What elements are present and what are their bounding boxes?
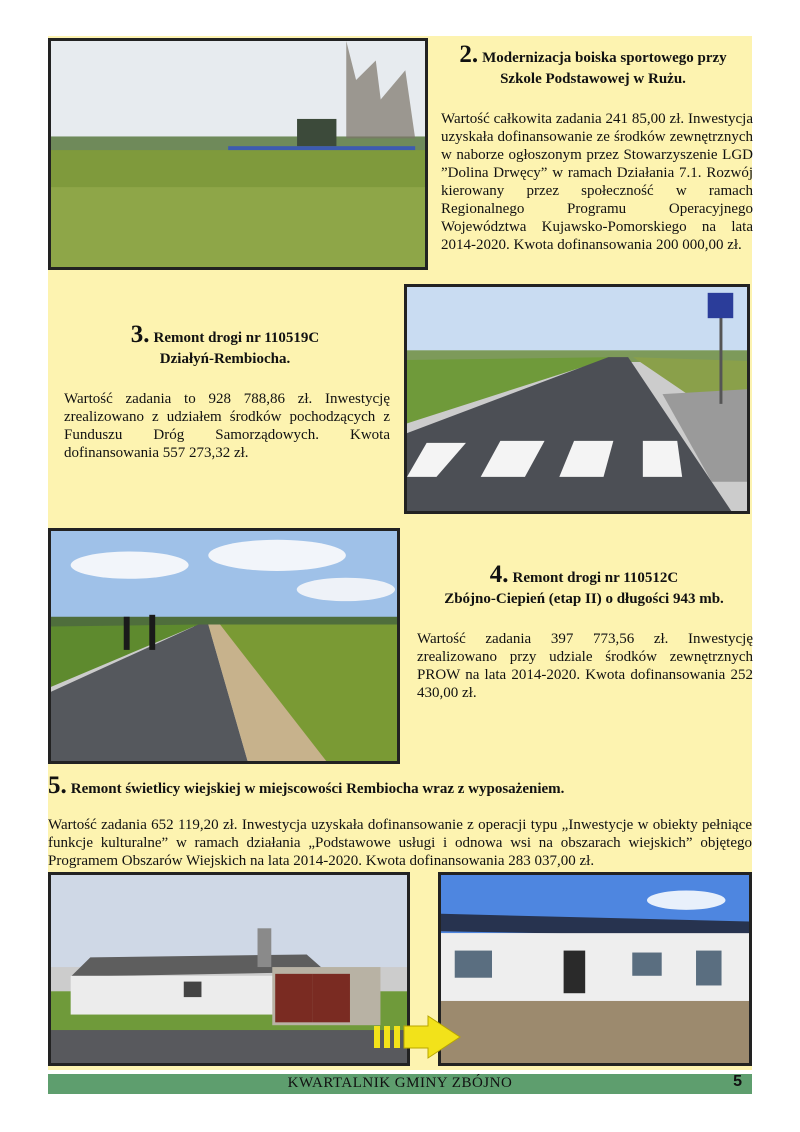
section-4-number: 4. xyxy=(489,561,509,588)
section-3-body: Wartość zadania to 928 788,86 zł. Inwestycję zrealizowano z udziałem środków pochodzących z Funduszu Dróg Samorządowych. Kwota dofinansowania 557 273,32 zł. xyxy=(64,391,390,461)
section-4-body: Wartość zadania 397 773,56 zł. Inwestycję zrealizowano przy udziale środków zewnętrznych PROW na lata 2014-2020. Kwota dofinansowania 252 430,00 zł. xyxy=(417,631,753,701)
section-2-number: 2. xyxy=(459,41,479,68)
section-2-body: Wartość całkowita zadania 241 85,00 zł. Inwestycja uzyskała dofinansowanie ze środków zewnętrznych w naborze ogłoszonym przez Stowarzyszenie LGD ”Dolina Drwęcy” w ramach Działania 7.1. Rozwój kierowany przez społeczność w ramach Regionalnego Programu Operacyjnego Województwa Kujawsko-Pomorskiego na lata 2014-2020. Kwota dofinansowania 200 000,00 zł. xyxy=(441,111,753,253)
section-3-title-line1: Remont drogi nr 110519C xyxy=(153,330,320,346)
section-3-number: 3. xyxy=(130,321,150,348)
section-5-body: Wartość zadania 652 119,20 zł. Inwestycja uzyskała dofinansowanie z operacji typu „Inwestycje w obiekty pełniące funkcje kulturalne” w ramach działania „Podstawowe usługi i odnowa wsi na obszarach wiejskich” objętego Programem Obszarów Wiejskich na lata 2014-2020. Kwota dofinansowania 283 037,00 zł. xyxy=(48,817,752,869)
section-4-heading xyxy=(416,561,752,610)
section-4-title-line2: Zbójno-Ciepień (etap II) o długości 943 mb. xyxy=(444,591,724,607)
section-3-title-line2: Działyń-Rembiocha. xyxy=(159,351,291,367)
section-3-heading xyxy=(60,321,390,370)
section-2-title-line2: Szkole Podstawowej w Rużu. xyxy=(500,71,686,87)
section-5-number: 5. xyxy=(48,772,67,799)
section-4-title-line1: Remont drogi nr 110512C xyxy=(512,570,679,586)
section-2-title-line1: Modernizacja boiska sportowego przy xyxy=(482,50,727,66)
footer-title: KWARTALNIK GMINY ZBÓJNO xyxy=(287,1075,513,1091)
photo-building-before xyxy=(48,872,410,1066)
section-5-title: Remont świetlicy wiejskiej w miejscowości Rembiocha wraz z wyposażeniem. xyxy=(70,781,565,797)
photo-road-fields xyxy=(48,528,400,764)
section-5-heading xyxy=(48,772,564,800)
page-number: 5 xyxy=(733,1073,742,1090)
before-after-arrow-icon xyxy=(370,1014,462,1060)
section-2-heading xyxy=(440,41,746,90)
photo-road-crosswalk xyxy=(404,284,750,514)
photo-sports-field xyxy=(48,38,428,270)
photo-building-after xyxy=(438,872,752,1066)
